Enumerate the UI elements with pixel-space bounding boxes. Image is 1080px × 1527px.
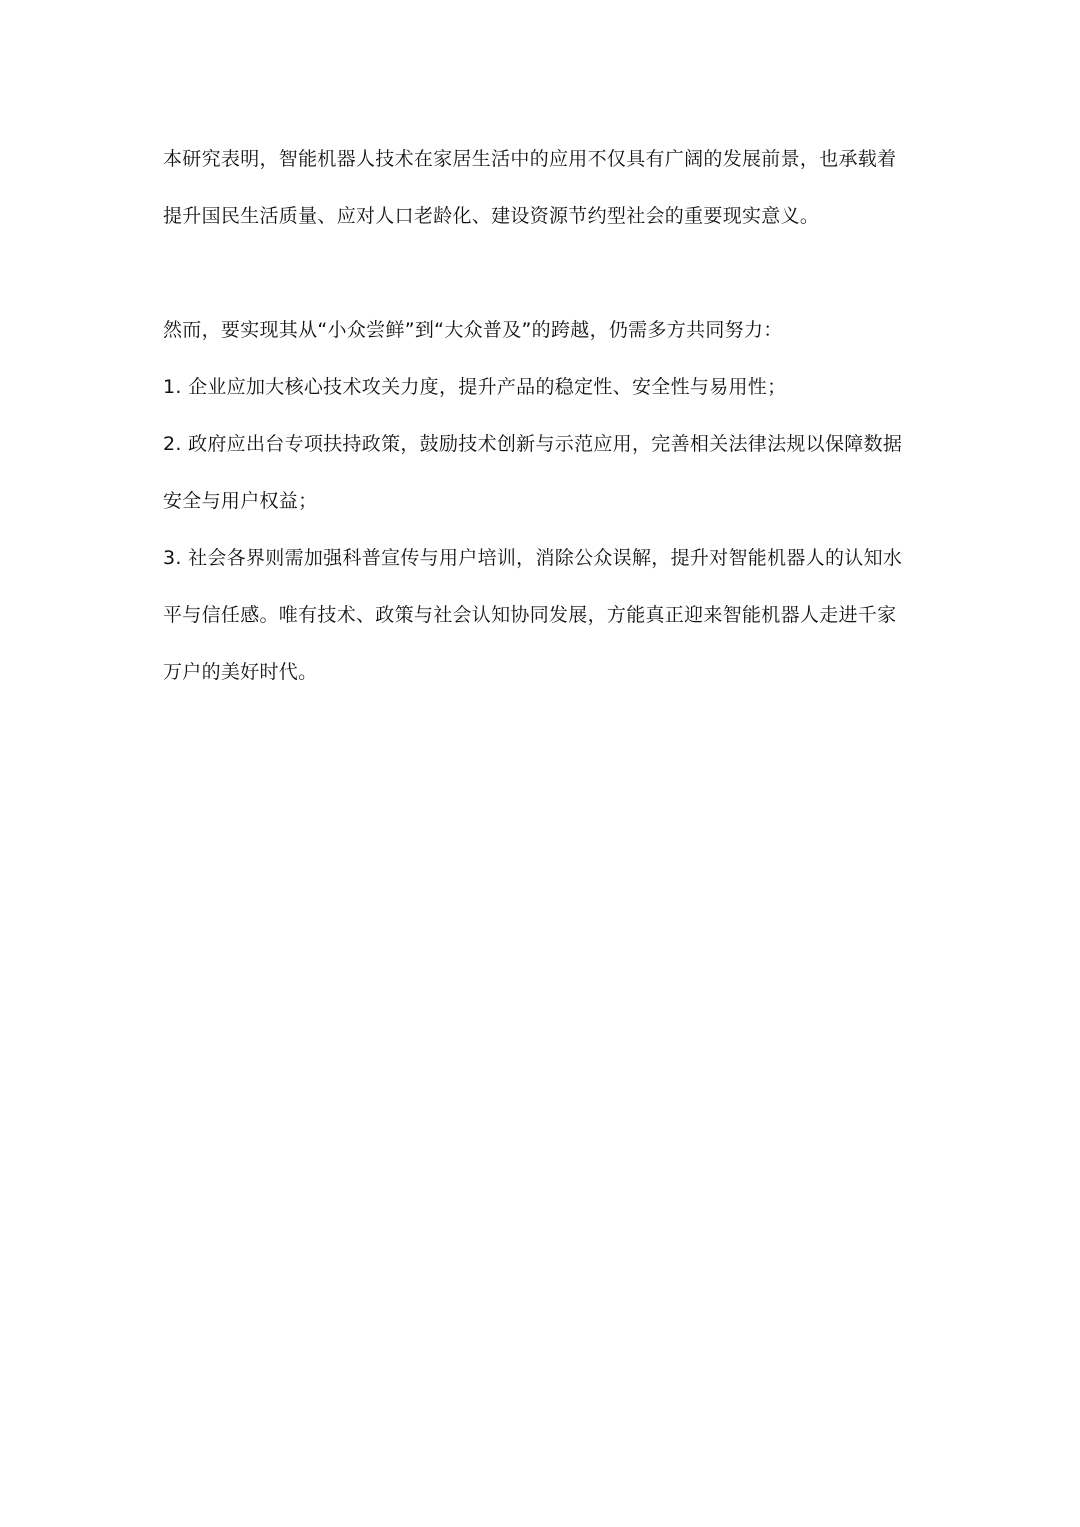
paragraph-line: 本研究表明，智能机器人技术在家居生活中的应用不仅具有广阔的发展前景，也承载着 [163,148,897,170]
list-item-government: 2. 政府应出台专项扶持政策，鼓励技术创新与示范应用，完善相关法律法规以保障数据 [163,433,903,455]
list-item-society-cont: 万户的美好时代。 [163,661,318,683]
document-body [163,131,919,701]
list-item-society: 3. 社会各界则需加强科普宣传与用户培训，消除公众误解，提升对智能机器人的认知水 [163,547,903,569]
list-item-government-cont: 安全与用户权益； [163,490,318,512]
paragraph-recommendations [163,302,919,701]
list-item-enterprise: 1. 企业应加大核心技术攻关力度，提升产品的稳定性、安全性与易用性； [163,376,787,398]
paragraph-spacer [163,245,919,302]
paragraph-line: 提升国民生活质量、应对人口老龄化、建设资源节约型社会的重要现实意义。 [163,205,820,227]
list-item-society-cont: 平与信任感。唯有技术、政策与社会认知协同发展，方能真正迎来智能机器人走进千家 [163,604,897,626]
paragraph-conclusion [163,131,919,245]
recommendations-intro: 然而，要实现其从“小众尝鲜”到“大众普及”的跨越，仍需多方共同努力： [163,319,783,341]
